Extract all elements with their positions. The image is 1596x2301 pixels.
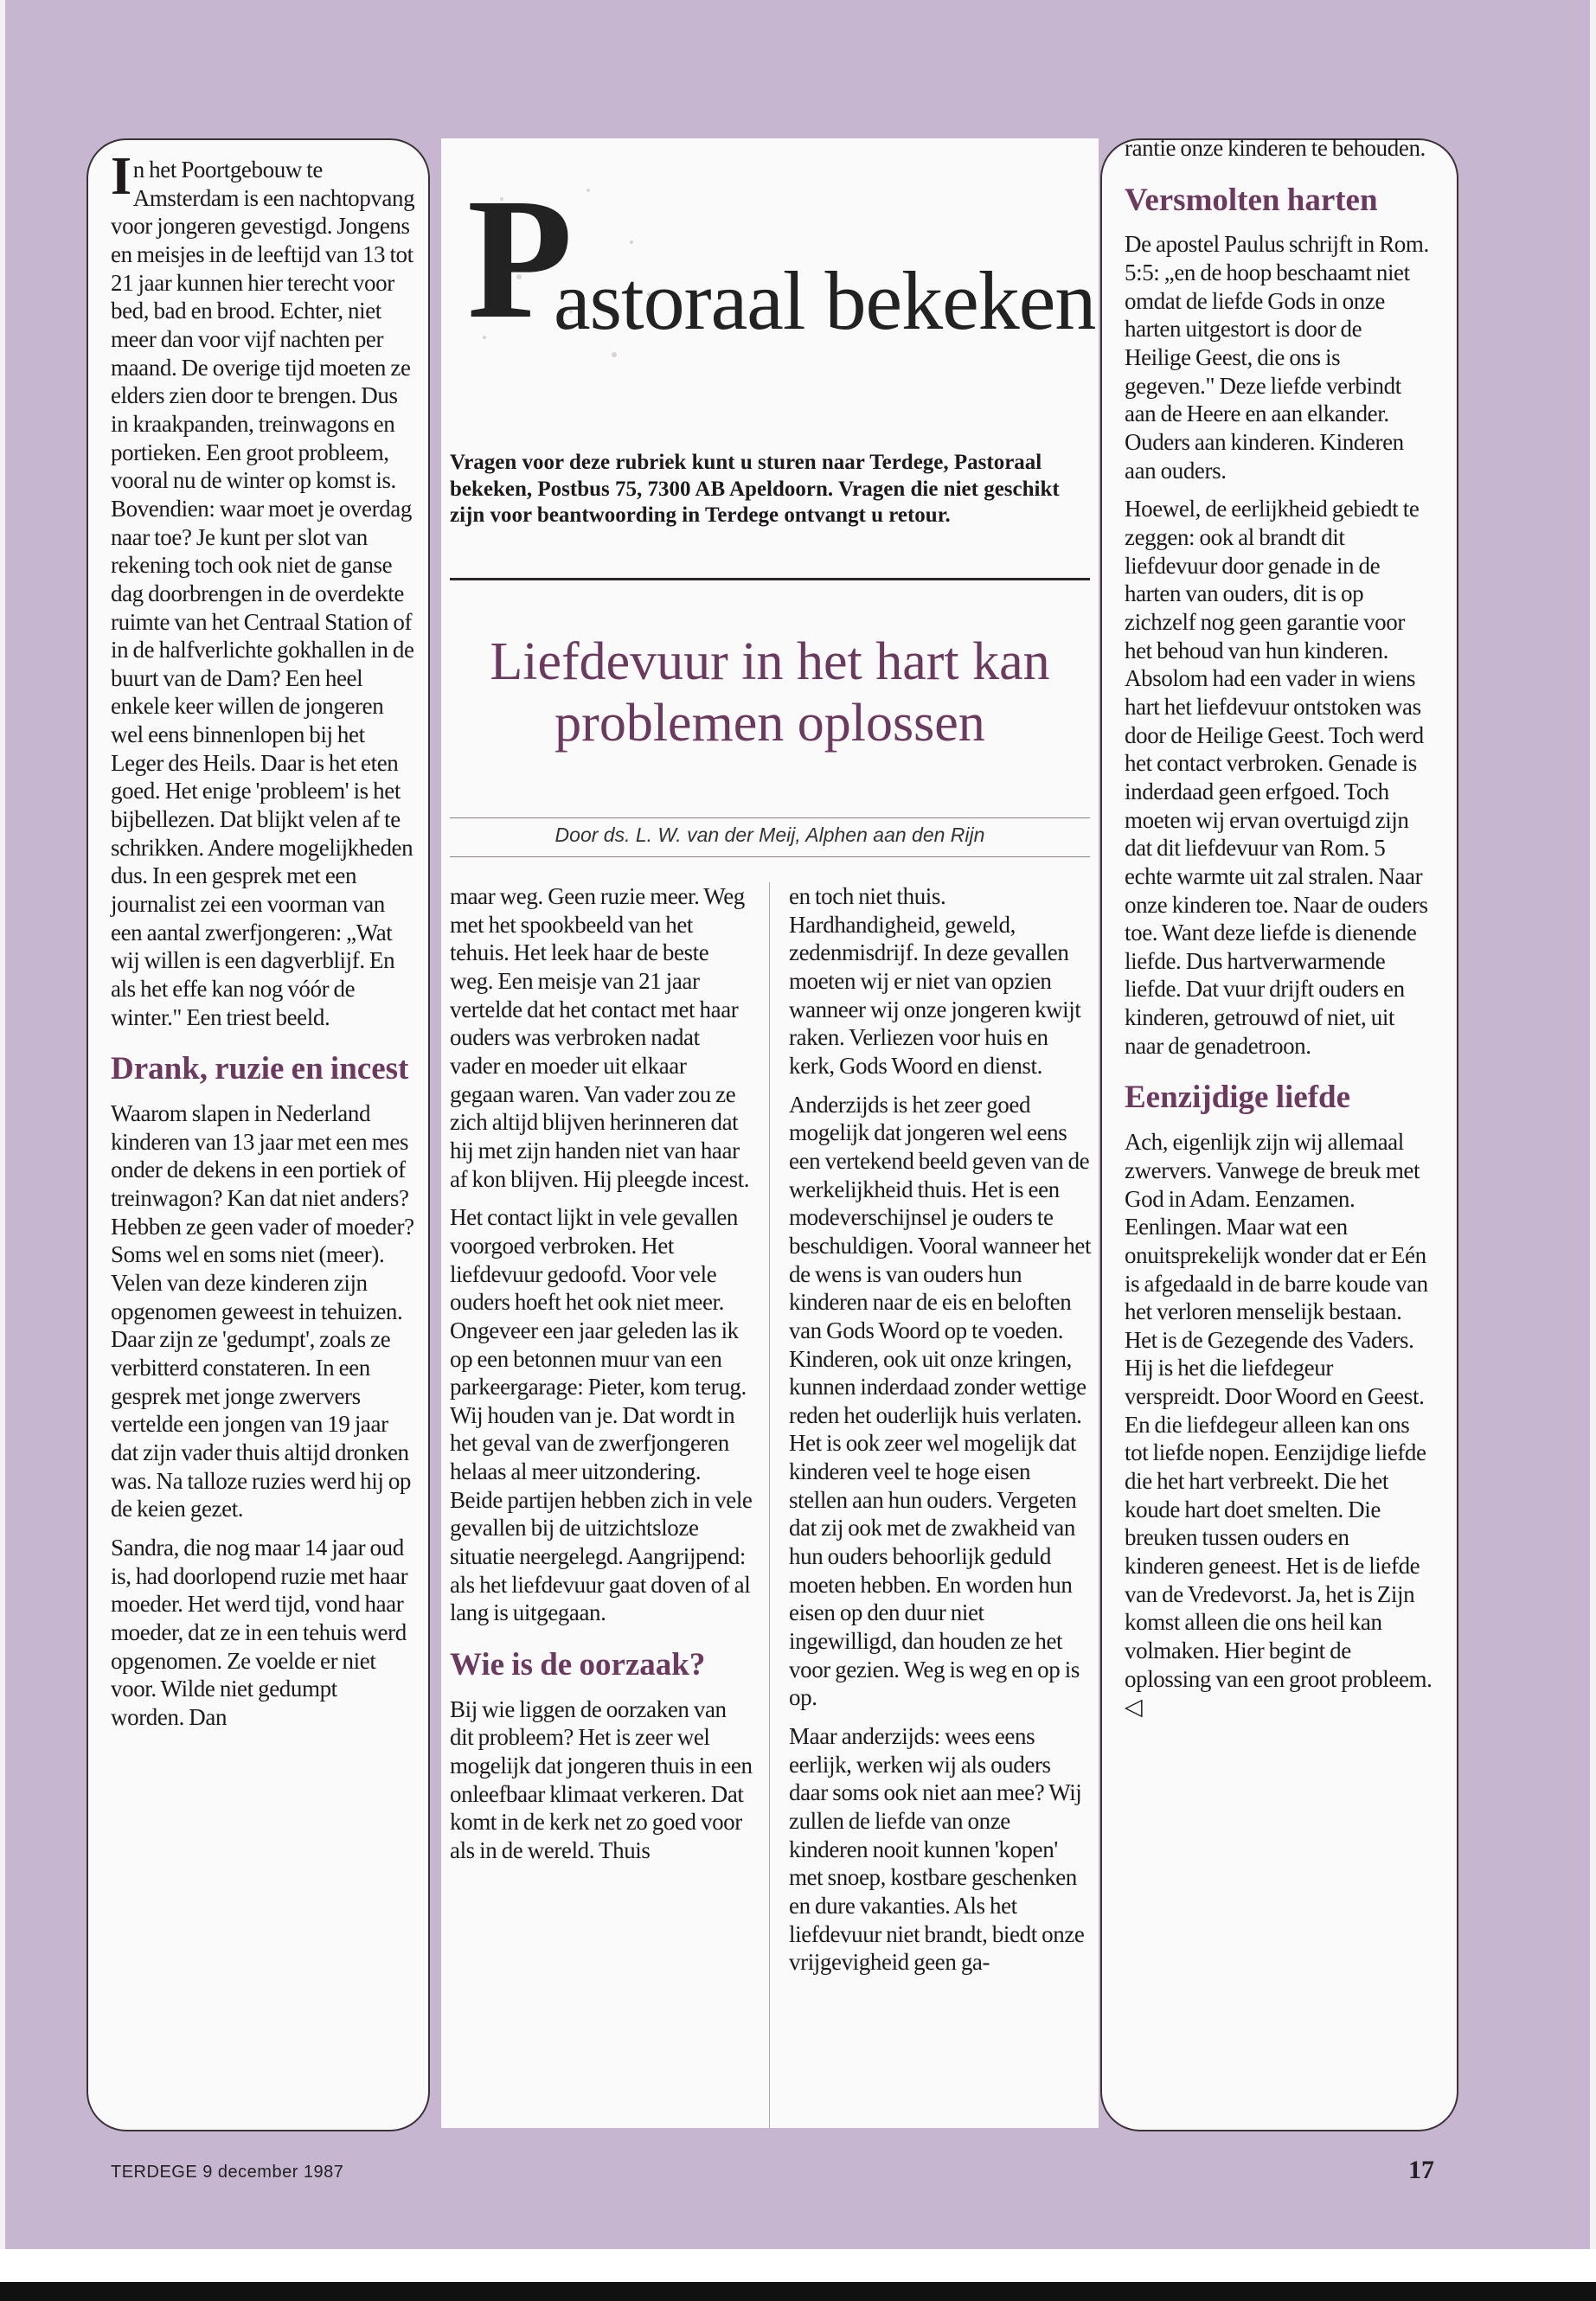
masthead-initial: P [467,163,574,355]
byline-rule-bottom [450,856,1090,857]
rubric-intro: Vragen voor deze rubriek kunt u sturen naar Terdege, Pastoraal bekeken, Postbus 75, 7300 AB Apeldoorn. Vragen die niet geschikt zijn voor beantwoording in Terdege ontvangt u retour. [450,451,1060,527]
page-number: 17 [1408,2156,1434,2184]
left-paragraph-1-text: n het Poortgebouw te Amsterdam is een nachtopvang voor jongeren gevestigd. Jongens en meisjes in de leeftijd van 13 tot 21 jaar kunnen hier terecht voor bed, bad en brood. Echter, niet meer dan voor vijf nachten per maand. De overige tijd moeten ze elders zien door te brengen. Dus in kraakpanden, treinwagons en portieken. Een groot probleem, vooral nu de winter op komst is. Bovendien: waar moet je overdag naar toe? Je kunt per slot van rekening toch ook niet de ganse dag doorbrengen in de overdekte ruimte van het Centraal Station of in de halfverlichte gokhallen in de buurt van de Dam? Een heel enkele keer willen de jongeren wel eens binnenlopen bij het Leger des Heils. Daar is het eten goed. Het enige 'probleem' is het bijbellezen. Dat blijkt velen af te schrikken. Andere mogelijkheden dus. In een gesprek met een journalist zei een voorman van een aantal zwerfjongeren: „Wat wij willen is een dagverblijf. En als het effe kan nog vóór de winter." Een triest beeld. [111,157,415,1030]
left-paragraph-1 [111,147,415,1031]
intro-rule [450,578,1090,580]
article-byline: Door ds. L. W. van der Meij, Alphen aan den Rijn [554,824,985,846]
mid2-paragraph-1: en toch niet thuis. Hardhandigheid, geweld, zedenmisdrijf. In deze gevallen moeten wij er niet van opzien wanneer wij onze jongeren kwijt raken. Verliezen voor huis en kerk, Gods Woord en dienst. [789,883,1081,1079]
right-column [1125,134,1433,1721]
mid1-paragraph-2: Het contact lijkt in vele gevallen voorgoed verbroken. Het liefdevuur gedoofd. Voor vele ouders hoeft het ook niet meer. Ongeveer een jaar geleden las ik op een betonnen muur van een parkeergarage: Pieter, kom terug. Wij houden van je. Dat wordt in het geval van de zwerfjongeren helaas al meer uitzondering. Beide partijen hebben zich in vele gevallen bij de uitzichtsloze situatie neergelegd. Aangrijpend: als het liefdevuur gaat doven of al lang is uitgegaan. [450,1204,753,1626]
masthead-title: astoraal bekeken [554,254,1096,347]
drop-cap: I [111,147,131,206]
mid2-paragraph-2: Anderzijds is het zeer goed mogelijk dat jongeren wel eens een vertekend beeld geven van de werkelijkheid thuis. Het is een modeverschijnsel je ouders te beschuldigen. Vooral wanneer het de wens is van ouders hun kinderen naar de eis en beloften van Gods Woord op te voeden. Kinderen, ook uit onze kringen, kunnen inderdaad zonder wettige reden het ouderlijk huis verlaten. Het is ook zeer wel mogelijk dat kinderen veel te hoge eisen stellen aan hun ouders. Vergeten dat zij ook met de zwakheid van hun ouders behoorlijk geduld moeten hebben. En worden hun eisen op den duur niet ingewilligd, dan houden ze het voor gezien. Weg is weg en op is op. [789,1091,1092,1711]
left-column [111,147,415,1732]
left-paragraph-3: Sandra, die nog maar 14 jaar oud is, had doorlopend ruzie met haar moeder. Het werd tijd, vond haar moeder, dat ze in een tehuis werd opgenomen. Ze voelde er niet voor. Wilde niet gedumpt worden. Dan [111,1534,408,1730]
column-divider [769,882,770,2128]
subheading-eenzijdige: Eenzijdige liefde [1125,1080,1351,1116]
article-headline: Liefdevuur in het hart kan problemen oplossen [490,632,1050,753]
bottom-scan-edge [0,2282,1596,2301]
mid1-paragraph-1: maar weg. Geen ruzie meer. Weg met het spookbeeld van het tehuis. Het leek haar de beste weg. Een meisje van 21 jaar vertelde dat het contact met haar ouders was verbroken nadat vader en moeder uit elkaar gegaan waren. Van vader zou ze zich altijd blijven herinneren dat hij met zijn handen niet van haar af kon blijven. Hij pleegde incest. [450,883,750,1192]
left-paragraph-2: Waarom slapen in Nederland kinderen van 13 jaar met een mes onder de dekens in een portiek of treinwagon? Kan dat niet anders? Hebben ze geen vader of moeder? Soms wel en soms niet (meer). Velen van deze kinderen zijn opgenomen geweest in tehuizen. Daar zijn ze 'gedumpt', zoals ze verbitterd constateren. In een gesprek met jonge zwervers vertelde een jongen van 19 jaar dat zijn vader thuis altijd dronken was. Na talloze ruzies werd hij op de keien gezet. [111,1100,414,1522]
middle-column-1 [450,882,753,1865]
right-paragraph-1: rantie onze kinderen te behouden. [1125,135,1426,161]
subheading-versmolten: Versmolten harten [1125,182,1378,218]
mid2-paragraph-3: Maar anderzijds: wees eens eerlijk, werken wij als ouders daar soms ook niet aan mee? Wij zullen de liefde van onze kinderen nooit kunnen 'kopen' met snoep, kostbare geschenken en dure vakanties. Als het liefdevuur niet brandt, biedt onze vrijgevigheid geen ga- [789,1723,1085,1976]
footer-publication: TERDEGE 9 december 1987 [111,2163,344,2182]
byline-rule-top [450,817,1090,818]
right-paragraph-3: Hoewel, de eerlijkheid gebiedt te zeggen: ook al brandt dit liefdevuur door genade in de harten van ouders, dit is op zichzelf nog geen garantie voor het behoud van hun kinderen. Absolom had een vader in wiens hart het liefdevuur ontstoken was door de Heilige Geest. Toch werd het contact verbroken. Genade is inderdaad geen erfgoed. Toch moeten wij ervan overtuigd zijn dat dit liefdevuur van Rom. 5 echte warmte uit zal stralen. Naar onze kinderen toe. Naar de ouders toe. Want deze liefde is dienende liefde. Dus hartverwarmende liefde. Dat vuur drijft ouders en kinderen, getrouwd of niet, uit naar de genadetroon. [1125,496,1428,1059]
subheading-oorzaak: Wie is de oorzaak? [450,1647,706,1683]
mid1-paragraph-3: Bij wie liggen de oorzaken van dit probleem? Het is zeer wel mogelijk dat jongeren thuis in een onleefbaar klimaat verkeren. Dat komt in de kerk net zo goed voor als in de wereld. Thuis [450,1695,753,1864]
right-paragraph-2: De apostel Paulus schrijft in Rom. 5:5: „en de hoop beschaamt niet omdat de liefde Gods in onze harten uitgestort is door de Heilige Geest, die ons is gegeven." Deze liefde verbindt aan de Heere en aan elkander. Ouders aan kinderen. Kinderen aan ouders. [1125,231,1429,484]
subheading-drank: Drank, ruzie en incest [111,1051,409,1087]
right-paragraph-4: Ach, eigenlijk zijn wij allemaal zwervers. Vanwege de breuk met God in Adam. Eenzamen. Eenlingen. Maar wat een onuitsprekelijk wonder dat er Eén is afgedaald in de barre koude van het verloren menselijk bestaan. Het is de Gezegende des Vaders. Hij is het die liefdegeur verspreidt. Door Woord en Geest. En die liefdegeur alleen kan ons tot liefde nopen. Eenzijdige liefde die het hart verbreekt. Die het koude hart doet smelten. Die breuken tussen ouders en kinderen geneest. Het is de liefde van de Vredevorst. Ja, het is Zijn komst alleen die ons heil kan volmaken. Hier begint de oplossing van een groot probleem. ◁ [1125,1129,1433,1721]
middle-column-2 [789,882,1092,1977]
